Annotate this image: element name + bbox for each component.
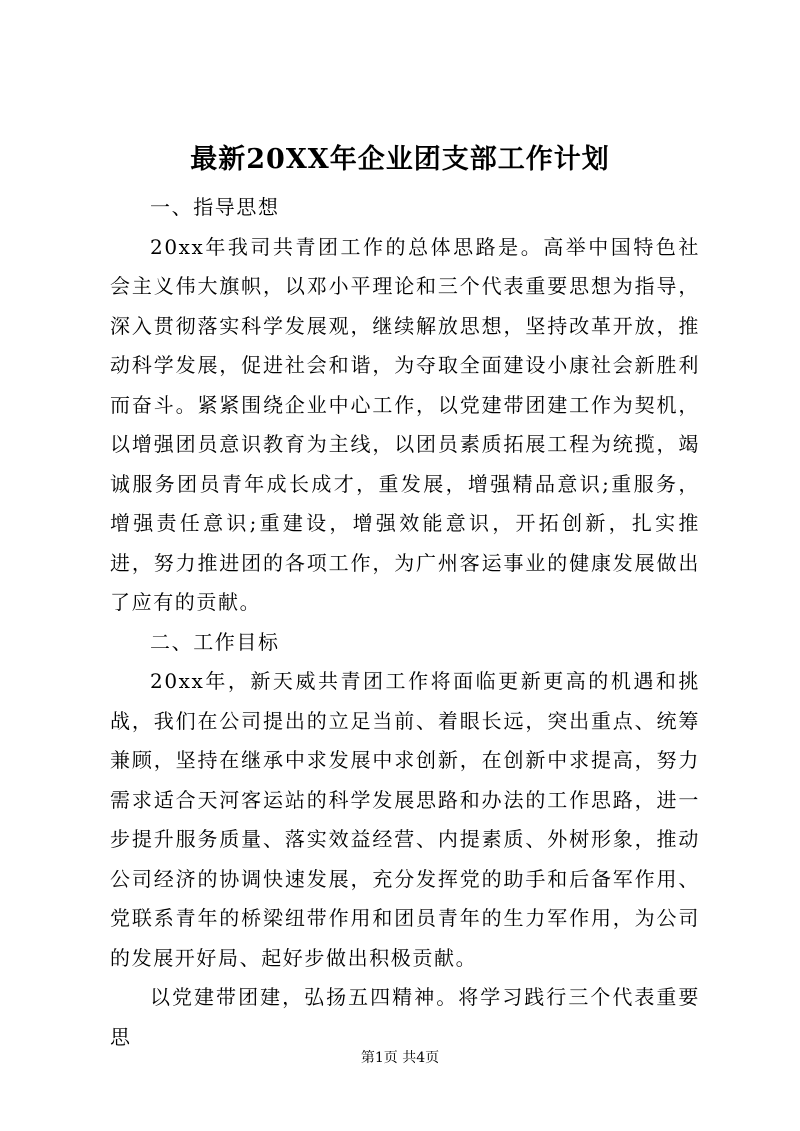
paragraph-overall-approach: 20xx年我司共青团工作的总体思路是。高举中国特色社会主义伟大旗帜，以邓小平理论和三个代表重要思想为指导，深入贯彻落实科学发展观，继续解放思想，坚持改革开放，推动科学发展，促进社会和谐，为夺取全面建设小康社会新胜利而奋斗。紧紧围绕企业中心工作，以党建带团建工作为契机，以增强团员意识教育为主线，以团员素质拓展工程为统揽，竭诚服务团员青年成长成才，重发展，增强精品意识;重服务，增强责任意识;重建设，增强效能意识，开拓创新，扎实推进，努力推进团的各项工作，为广州客运事业的健康发展做出了应有的贡献。 <box>110 234 700 614</box>
paragraph-work-goals: 20xx年，新天威共青团工作将面临更新更高的机遇和挑战，我们在公司提出的立足当前、着眼长远，突出重点、统筹兼顾，坚持在继承中求发展中求创新，在创新中求提高，努力需求适合天河客运站的科学发展思路和办法的工作思路，进一步提升服务质量、落实效益经营、内提素质、外树形象，推动公司经济的协调快速发展，充分发挥党的助手和后备军作用、党联系青年的桥梁纽带作用和团员青年的生力军作用，为公司的发展开好局、起好步做出积极贡献。 <box>110 669 700 970</box>
paragraph-party-building: 以党建带团建，弘扬五四精神。将学习践行三个代表重要思 <box>110 985 700 1049</box>
page-footer: 第1页 共4页 <box>360 1050 440 1066</box>
section-heading-work-goals: 二、工作目标 <box>150 629 280 654</box>
section-heading-guiding-ideology: 一、指导思想 <box>150 195 280 219</box>
document-body <box>110 188 700 1057</box>
document-title: 最新20XX年企业团支部工作计划 <box>190 144 610 175</box>
